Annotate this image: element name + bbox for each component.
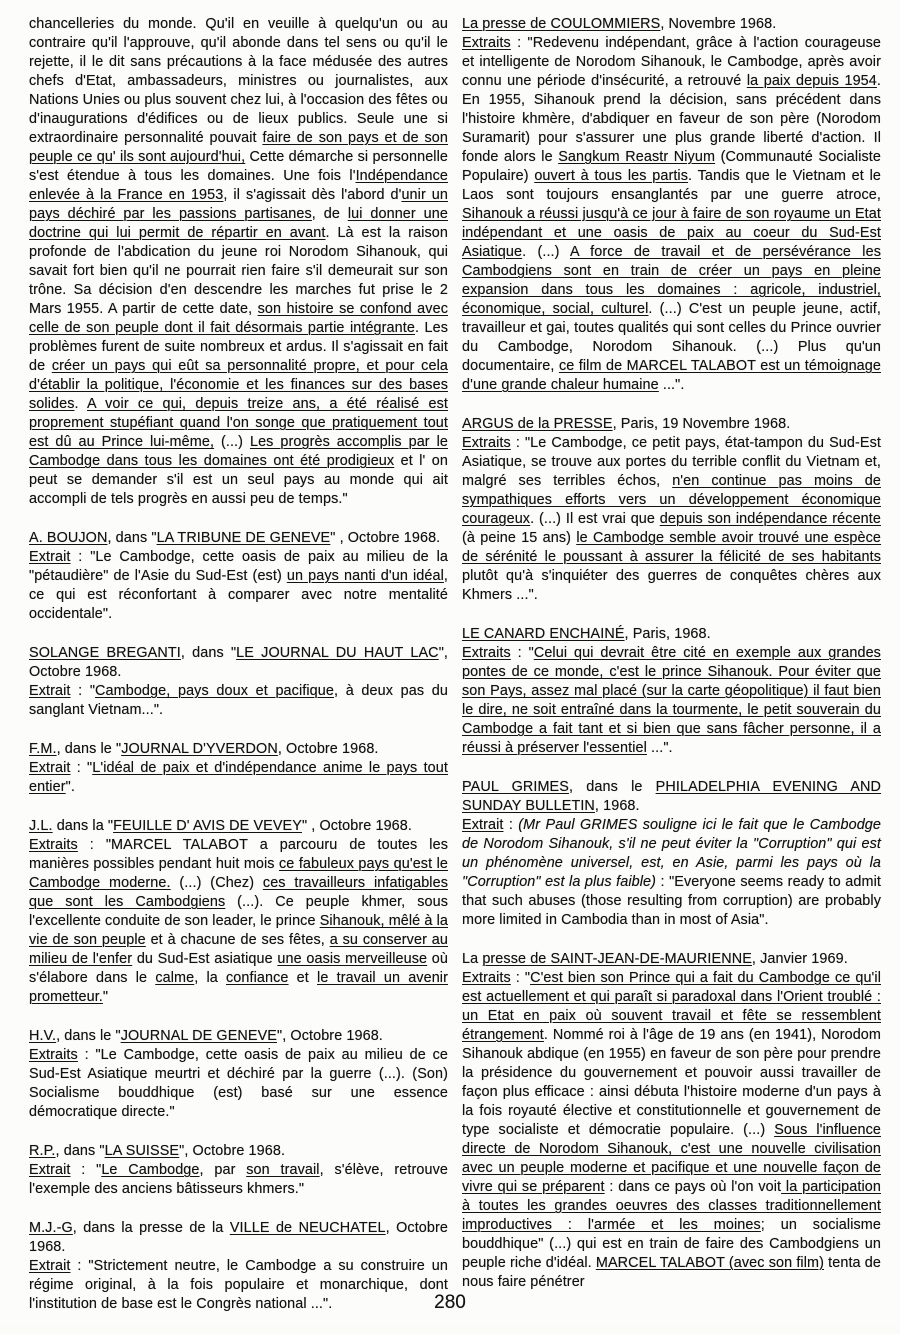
underlined-text: Les progrès accomplis par le Cambodge dans tous les domaines ont été prodigieux	[29, 434, 449, 469]
underlined-text: LA TRIBUNE DE GENEVE	[156, 530, 331, 546]
text-segment: , Paris, 1968.	[624, 626, 711, 642]
text-segment: : "	[510, 970, 531, 986]
underlined-text: Sihanouk a réussi jusqu'à ce jour à faire de son royaume un Etat indépendant et une oasis de paix au coeur du Sud-Est Asiatique	[462, 206, 881, 260]
article-paragraph	[462, 778, 881, 930]
text-segment: : "Le Cambodge, cette oasis de paix au milieu de ce Sud-Est Asiatique meurtri et déchiré par la guerre (...). (Son) Socialisme bouddhique (est) basé sur une essence démocratique directe."	[29, 1047, 448, 1120]
underlined-text: son travail	[246, 1162, 320, 1178]
article-paragraph	[462, 625, 881, 758]
underlined-text: Sihanouk, mêlé à la vie de son peuple	[29, 913, 448, 948]
text-segment: (à peine 15 ans)	[462, 530, 577, 546]
text-segment: : "	[70, 683, 96, 699]
text-segment: : "MARCEL TALABOT a parcouru de toutes les manières possibles pendant huit mois	[29, 837, 448, 872]
text-segment: :	[503, 817, 519, 833]
underlined-text: ce fabuleux pays qu'est le Cambodge moderne.	[29, 856, 448, 891]
underlined-text: Extraits	[462, 645, 511, 661]
text-segment: , de	[311, 206, 348, 222]
underlined-text: n'en continue pas moins de sympathiques efforts vers un développement économique courageux	[462, 473, 881, 527]
underlined-text: Cambodge, pays doux et pacifique	[95, 683, 334, 699]
text-segment: : "Strictement neutre, le Cambodge a su construire un régime original, à la fois populaire et monarchique, dont l'institution de base est le Congrès national ...".	[29, 1258, 448, 1312]
article-paragraph	[29, 817, 448, 1007]
text-segment: chancelleries du monde. Qu'il en veuille à quelqu'un ou au contraire qu'il l'approuve, qu'il abonde dans tel sens ou qu'il le rejette, il le dit sans précautions à la face médusée des autres chefs d'Etat, ambassadeurs, ministres ou journalistes, aux Nations Unies ou plus souvent chez lui, à l'occasion des fêtes ou d'inaugurations d'édifices ou de lieux publics. Seule une si extraordinaire personnalité pouvait	[29, 16, 448, 146]
underlined-text: la paix depuis 1954	[746, 73, 877, 89]
text-segment: . (...) C'est un peuple jeune, actif, travailleur et gai, toutes qualités qui sont celles du Prince ouvrier du Cambodge, Norodom Sihanouk. (...) Plus qu'un documentaire,	[462, 301, 881, 374]
text-segment: .	[74, 396, 88, 412]
text-segment: . Nommé roi à l'âge de 19 ans (en 1941), Norodom Sihanouk abdique (en 1955) en faveur de son père pour prendre la présidence du gouvernement et pouvoir aussi travailler de façon plus efficace : ainsi débuta l'histoire moderne d'un pays à la fois royauté élective et constitutionnelle et gouvernement de type socialiste et démocratie populaire. (...)	[462, 1027, 881, 1138]
text-segment: : "Le Cambodge, cette oasis de paix au milieu de la "pétaudière" de l'Asie du Sud-Est (est)	[29, 549, 448, 584]
article-paragraph	[29, 740, 448, 797]
underlined-text: La presse de COULOMMIERS	[462, 16, 661, 32]
underlined-text: Extrait	[29, 760, 71, 776]
right-column	[462, 15, 881, 1312]
article-paragraph	[462, 950, 881, 1292]
underlined-text: Extrait	[29, 683, 71, 699]
text-segment: . Là est la raison profonde de l'abdication du jeune roi Norodom Sihanouk, qui savait fort bien qu'il ne pourrait rien faire s'il demeurait sur son trône. Sa décision d'en descendre les marches fut prise le 2 Mars 1955. A partir de cette date,	[29, 225, 449, 317]
text-segment: : "	[70, 1162, 102, 1178]
underlined-text: lui donner une doctrine qui lui permit de répartir en avant	[29, 206, 448, 241]
underlined-text: Extrait	[29, 549, 71, 565]
underlined-text: F.M.	[29, 741, 57, 757]
text-segment: "	[102, 989, 109, 1005]
text-segment: Cette démarche si personnelle s'est étendue à tous les domaines. Une fois l'	[29, 149, 448, 184]
text-segment: ; un socialisme bouddhique" (...) qui est en train de faire des Cambodgiens un peuple riche d'idéal.	[462, 1217, 881, 1271]
underlined-text: a su conserver au milieu de l'enfer	[29, 932, 449, 967]
underlined-text: Extraits	[462, 435, 511, 451]
underlined-text: Sous l'influence directe de Norodom Sihanouk, c'est une nouvelle civilisation avec un peuple moderne et pacifique et une nouvelle façon de vivre qui se préparent	[462, 1122, 881, 1195]
underlined-text: Extraits	[462, 35, 511, 51]
text-segment: , 1968.	[594, 798, 640, 814]
text-segment: : "	[510, 645, 534, 661]
text-segment: . Tandis que le Vietnam et le Laos sont toujours ensanglantés par une guerre atroce,	[462, 168, 881, 203]
text-segment: , dans "	[180, 645, 237, 661]
underlined-text: PHILADELPHIA EVENING AND SUNDAY BULLETIN	[462, 779, 882, 814]
underlined-text: A. BOUJON	[29, 530, 108, 546]
article-paragraph	[29, 1027, 448, 1122]
left-column	[29, 15, 448, 1334]
text-segment: ", Octobre 1968.	[179, 1143, 286, 1159]
underlined-text: SOLANGE BREGANTI	[29, 645, 181, 661]
text-segment: où s'élabore dans le	[29, 951, 448, 986]
underlined-text: R.P.	[29, 1143, 56, 1159]
underlined-text: une oasis merveilleuse	[277, 951, 428, 967]
underlined-text: Le Cambodge	[101, 1162, 200, 1178]
text-segment: : "Le Cambodge, ce petit pays, état-tampon du Sud-Est Asiatique, se trouve aux portes du terrible conflit du Vietnam et, malgré ses terribles échos,	[462, 435, 881, 489]
text-segment: , dans "	[55, 1143, 105, 1159]
article-paragraph	[29, 644, 448, 720]
underlined-text: JOURNAL D'YVERDON	[121, 741, 278, 757]
underlined-text: Extraits	[462, 970, 511, 986]
text-segment: du Sud-Est asiatique	[132, 951, 278, 967]
text-segment: ...".	[658, 377, 685, 393]
underlined-text: LE CANARD ENCHAINÉ	[462, 626, 625, 642]
underlined-text: créer un pays qui eût sa personnalité propre, et pour cela d'établir la politique, l'économie et les finances sur des bases solides	[29, 358, 448, 412]
text-segment: . (...)	[522, 244, 571, 260]
underlined-text: unir un pays déchiré par les passions partisanes	[29, 187, 449, 222]
underlined-text: un pays nanti d'un idéal	[286, 568, 444, 584]
text-segment: dans la "	[52, 818, 114, 834]
underlined-text: A force de travail et de persévérance les Cambodgiens sont en train de créer un pays en pleine expansion dans tous les domaines : agricole, industriel, économique, social, culturel	[462, 244, 881, 317]
underlined-text: LE JOURNAL DU HAUT LAC	[236, 645, 439, 661]
text-segment: , Paris, 19 Novembre 1968.	[612, 416, 791, 432]
text-segment: , par	[199, 1162, 247, 1178]
underlined-text: depuis son indépendance récente	[659, 511, 881, 527]
underlined-text: ces travailleurs infatigables que sont les Cambodgiens	[29, 875, 448, 910]
underlined-text: presse de SAINT-JEAN-DE-MAURIENNE	[482, 951, 752, 967]
text-segment: , dans le	[568, 779, 656, 795]
text-segment: , dans le "	[56, 1028, 121, 1044]
text-segment: , Octobre 1968.	[277, 741, 379, 757]
article-paragraph	[462, 15, 881, 395]
text-segment: et à chacune de ses fêtes,	[145, 932, 330, 948]
underlined-text: confiance	[226, 970, 289, 986]
underlined-text: LA SUISSE	[104, 1143, 180, 1159]
underlined-text: C'est bien son Prince qui a fait du Cambodge ce qu'il est actuellement et qui paraît si paradoxal dans l'Orient troublé : un Etat en paix où souvent travail et fête se ressemblent étrangement	[462, 970, 881, 1043]
text-segment: ".	[65, 779, 75, 795]
text-segment: (...). Ce peuple khmer, sous l'excellente conduite de son leader, le prince	[29, 894, 448, 929]
underlined-text: M.J.-G	[29, 1220, 73, 1236]
text-segment: : "Redevenu indépendant, grâce à l'action courageuse et intelligente de Norodom Sihanouk, le Cambodge, après avoir connu une période d'insécurité, a retrouvé	[462, 35, 881, 89]
underlined-text: VILLE de NEUCHATEL	[229, 1220, 386, 1236]
text-segment: ...".	[646, 740, 673, 756]
underlined-text: Extrait	[462, 817, 504, 833]
underlined-text: PAUL GRIMES	[462, 779, 569, 795]
text-segment: , s'élève, retrouve l'exemple des anciens bâtisseurs khmers."	[29, 1162, 448, 1197]
underlined-text: J.L.	[29, 818, 53, 834]
underlined-text: FEUILLE D' AVIS DE VEVEY	[113, 818, 302, 834]
text-segment: , Novembre 1968.	[660, 16, 777, 32]
text-segment: tenta de nous faire pénétrer	[462, 1255, 881, 1290]
text-segment: , Janvier 1969.	[751, 951, 848, 967]
text-segment: , à deux pas du sanglant Vietnam...".	[29, 683, 448, 718]
underlined-text: le Cambodge semble avoir trouvé une espèce de sérénité le poussant à assurer la félicité de ses habitants	[462, 530, 882, 565]
article-paragraph	[29, 1142, 448, 1199]
underlined-text: Sangkum Reastr Niyum	[558, 149, 716, 165]
text-segment: (...)	[214, 434, 250, 450]
text-segment: (...) (Chez)	[170, 875, 263, 891]
text-segment: ", Octobre 1968.	[277, 1028, 383, 1044]
text-segment: , dans le "	[56, 741, 122, 757]
underlined-text: calme	[155, 970, 195, 986]
italic-text: (Mr Paul GRIMES souligne ici le fait que le Cambodge de Norodom Sihanouk, s'il ne peut éviter la "Corruption" qui est un phénomène universel, est, en Asie, parmi les pays où la "Corruption" est la plus faible)	[462, 817, 882, 890]
text-segment: plutôt qu'à s'inquiéter des guerres de conquêtes chères aux Khmers ...".	[462, 568, 881, 603]
underlined-text: MARCEL TALABOT (avec son film)	[595, 1255, 824, 1271]
underlined-text: son histoire se confond avec celle de son peuple dont il fait désormais partie intégrante	[29, 301, 448, 336]
text-segment: , dans la presse de la	[72, 1220, 230, 1236]
text-segment: et l' on peut se demander s'il est un seul pays au monde qui ait accompli de tels progrès en aussi peu de temps."	[29, 453, 448, 507]
text-segment: : "Everyone seems ready to admit that such abuses (those resulting from corruption) are probably more limited in Cambodia than in most of Asia".	[462, 874, 881, 928]
underlined-text: ouvert à tous les partis	[534, 168, 689, 184]
underlined-text: Indépendance enlevée à la France en 1953	[29, 168, 448, 203]
page-number: 280	[434, 1292, 466, 1313]
underlined-text: A voir ce qui, depuis treize ans, a été réalisé est proprement stupéfiant quand l'on songe que pratiquement tout est dû au Prince lui-même,	[29, 396, 448, 450]
text-segment: et	[288, 970, 318, 986]
underlined-text: Extrait	[29, 1162, 71, 1178]
text-segment: , Octobre 1968.	[29, 1220, 448, 1255]
article-paragraph	[29, 15, 448, 509]
text-segment: , ce qui est réconfortant à comparer avec notre mentalité occidentale".	[29, 568, 448, 622]
text-segment: , il s'agissait dès l'abord d'	[223, 187, 402, 203]
underlined-text: le travail un avenir prometteur.	[29, 970, 448, 1005]
text-segment: " , Octobre 1968.	[301, 818, 412, 834]
text-segment: . En 1955, Sihanouk prend la décision, sans précédent dans l'histoire khmère, d'abdiquer en faveur de son père (Norodom Suramarit) pour s'assurer une plus grande liberté d'action. Il fonde alors le	[462, 73, 881, 165]
underlined-text: Extraits	[29, 837, 78, 853]
text-segment: " , Octobre 1968.	[330, 530, 441, 546]
text-segment: (Communauté Socialiste Populaire)	[462, 149, 881, 184]
underlined-text: Celui qui devrait être cité en exemple aux grandes pontes de ce monde, c'est le prince Sihanouk. Pour éviter que son Pays, assez mal placé (sur la carte géopolitique) il faut bien le dire, ne soit entraîné dans la tourmente, le petit souverain du Cambodge a fait tant et si bien que sans fâcher personne, il a réussi à préserver l'essentiel	[462, 645, 881, 756]
article-paragraph	[462, 415, 881, 605]
underlined-text: faire de son pays et de son peuple ce qu' ils sont aujourd'hui,	[29, 130, 449, 165]
underlined-text: ce film de MARCEL TALABOT est un témoignage d'une grande chaleur humaine	[462, 358, 881, 393]
underlined-text: H.V.	[29, 1028, 57, 1044]
text-segment: : "	[70, 760, 93, 776]
text-segment: : dans ce pays où l'on voit	[604, 1179, 782, 1195]
underlined-text: L'idéal de paix et d'indépendance anime le pays tout entier	[29, 760, 448, 795]
underlined-text: Extraits	[29, 1047, 78, 1063]
text-segment: , la	[194, 970, 227, 986]
underlined-text: JOURNAL DE GENEVE	[120, 1028, 277, 1044]
text-segment: La	[462, 951, 483, 967]
text-segment: . Les problèmes furent de suite nombreux et ardus. Il s'agissait en fait de	[29, 320, 448, 374]
underlined-text: Extrait	[29, 1258, 71, 1274]
text-segment: , dans "	[107, 530, 157, 546]
underlined-text: ARGUS de la PRESSE	[462, 416, 613, 432]
text-segment: ", Octobre 1968.	[29, 645, 448, 680]
underlined-text: la participation à toutes les grandes oeuvres des classes traditionnellement improductives : l'armée et les moines	[462, 1179, 881, 1233]
article-paragraph	[29, 529, 448, 624]
text-segment: . (...) Il est vrai que	[530, 511, 660, 527]
